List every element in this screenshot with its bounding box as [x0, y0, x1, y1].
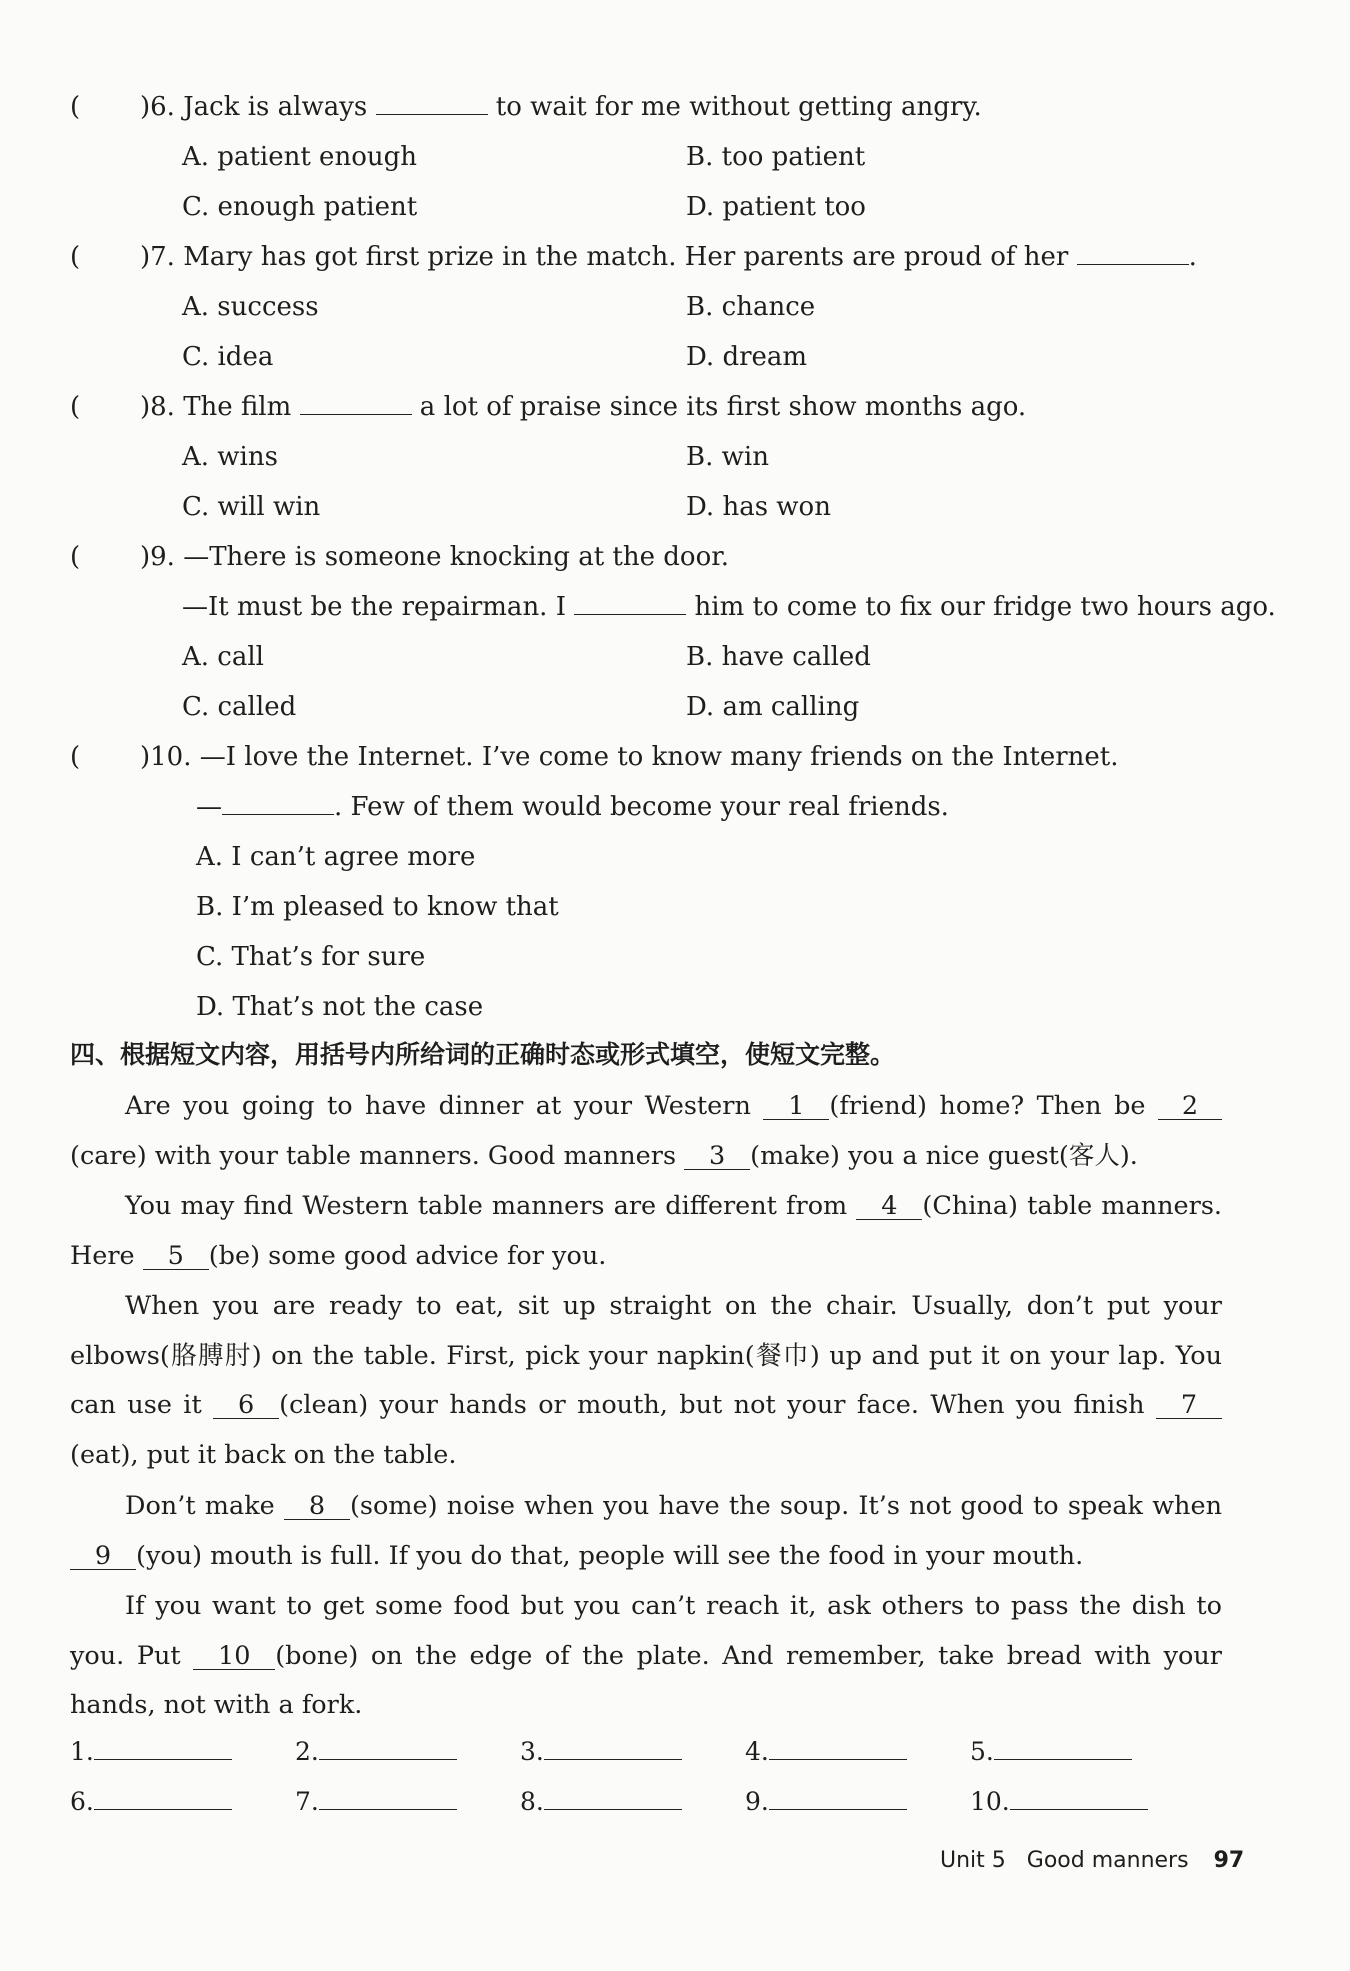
option-b[interactable]: B. chance: [686, 292, 816, 322]
answer-paren[interactable]: (: [70, 742, 81, 772]
passage-blank-3[interactable]: 3: [684, 1143, 750, 1170]
option-b[interactable]: B. have called: [686, 642, 871, 672]
question-stem: )6. Jack is always to wait for me without getting angry.: [140, 92, 982, 122]
option-d[interactable]: D. patient too: [686, 192, 866, 222]
answer-slot-2: 2.: [295, 1735, 520, 1769]
option-a[interactable]: A. success: [182, 292, 319, 322]
option-c[interactable]: C. called: [182, 692, 297, 722]
answer-slot-10: 10.: [970, 1785, 1195, 1819]
passage-blank-9[interactable]: 9: [70, 1543, 136, 1570]
option-b[interactable]: B. win: [686, 442, 769, 472]
passage-blank-5[interactable]: 5: [143, 1243, 209, 1270]
passage-paragraph-2: You may find Western table manners are different from 4 (China) table manners. Here 5 (be) some good advice for you.: [70, 1191, 1223, 1271]
answer-slot-6: 6.: [70, 1785, 295, 1819]
passage-paragraph-3: When you are ready to eat, sit up straight on the chair. Usually, don’t put your elbows(胳膊肘) on the table. First, pick your napkin(餐巾) up and put it on your lap. You can use it 6 (clean) your hands or mouth, but not your face. When you finish 7(eat), put it back on the table.: [70, 1291, 1222, 1471]
answer-slot-1: 1.: [70, 1735, 295, 1769]
answer-line[interactable]: [769, 1735, 907, 1760]
fill-blank[interactable]: [300, 392, 412, 415]
passage-paragraph-1: Are you going to have dinner at your Western 1 (friend) home? Then be 2(care) with your table manners. Good manners 3 (make) you a nice guest(客人).: [70, 1082, 1222, 1181]
answer-slot-3: 3.: [520, 1735, 745, 1769]
passage-paragraph-5: If you want to get some food but you can’t reach it, ask others to pass the dish to you. Put 10 (bone) on the edge of the plate. And remember, take bread with your hands, not with a fork.: [70, 1591, 1222, 1721]
fill-blank[interactable]: [376, 92, 488, 115]
answer-line[interactable]: [544, 1735, 682, 1760]
option-c[interactable]: C. idea: [182, 342, 274, 372]
option-d[interactable]: D. am calling: [686, 692, 860, 722]
option-b[interactable]: B. I’m pleased to know that: [196, 892, 559, 922]
passage-blank-8[interactable]: 8: [284, 1493, 350, 1520]
unit-title: Good manners: [1026, 1848, 1189, 1873]
question-line-2: — . Few of them would become your real friends.: [196, 792, 949, 822]
answer-line[interactable]: [94, 1735, 232, 1760]
option-c[interactable]: C. enough patient: [182, 192, 418, 222]
answer-line[interactable]: [319, 1785, 457, 1810]
passage-blank-10[interactable]: 10: [193, 1643, 275, 1670]
answer-line[interactable]: [994, 1735, 1132, 1760]
page-number: 97: [1213, 1848, 1245, 1873]
answer-slot-5: 5.: [970, 1735, 1195, 1769]
fill-blank[interactable]: [1077, 242, 1189, 265]
section-heading: 四、根据短文内容，用括号内所给词的正确时态或形式填空，使短文完整。: [70, 1040, 896, 1069]
unit-label: Unit 5: [940, 1848, 1006, 1873]
question-stem: )10. —I love the Internet. I’ve come to know many friends on the Internet.: [140, 742, 1119, 772]
answer-paren[interactable]: (: [70, 392, 81, 422]
passage-blank-2[interactable]: 2: [1158, 1093, 1222, 1120]
question-stem: )9. —There is someone knocking at the door.: [140, 542, 730, 572]
answer-paren[interactable]: (: [70, 242, 81, 272]
option-a[interactable]: A. I can’t agree more: [196, 842, 476, 872]
option-c[interactable]: C. will win: [182, 492, 321, 522]
answer-paren[interactable]: (: [70, 92, 81, 122]
question-stem: )7. Mary has got first prize in the match. Her parents are proud of her .: [140, 242, 1197, 272]
fill-blank[interactable]: [222, 792, 334, 815]
passage-paragraph-4: Don’t make 8 (some) noise when you have the soup. It’s not good to speak when 9 (you) mouth is full. If you do that, people will see the food in your mouth.: [70, 1482, 1222, 1581]
answer-row-2: [70, 1785, 1195, 1819]
answer-line[interactable]: [319, 1735, 457, 1760]
answer-line[interactable]: [1010, 1785, 1148, 1810]
answer-slot-7: 7.: [295, 1785, 520, 1819]
question-stem: )8. The film a lot of praise since its first show months ago.: [140, 392, 1027, 422]
passage-blank-7[interactable]: 7: [1156, 1392, 1222, 1419]
option-a[interactable]: A. patient enough: [182, 142, 417, 172]
answer-line[interactable]: [769, 1785, 907, 1810]
passage-blank-6[interactable]: 6: [213, 1392, 279, 1419]
option-d[interactable]: D. That’s not the case: [196, 992, 484, 1022]
answer-slot-8: 8.: [520, 1785, 745, 1819]
option-d[interactable]: D. dream: [686, 342, 808, 372]
option-a[interactable]: A. call: [182, 642, 264, 672]
answer-slot-4: 4.: [745, 1735, 970, 1769]
answer-line[interactable]: [544, 1785, 682, 1810]
page-footer: [940, 1848, 1244, 1873]
answer-paren[interactable]: (: [70, 542, 81, 572]
answer-line[interactable]: [94, 1785, 232, 1810]
answer-row-1: [70, 1735, 1195, 1769]
option-a[interactable]: A. wins: [182, 442, 278, 472]
fill-blank[interactable]: [574, 592, 686, 615]
option-c[interactable]: C. That’s for sure: [196, 942, 426, 972]
question-line-2: —It must be the repairman. I him to come to fix our fridge two hours ago.: [182, 592, 1276, 622]
option-b[interactable]: B. too patient: [686, 142, 866, 172]
answer-slot-9: 9.: [745, 1785, 970, 1819]
option-d[interactable]: D. has won: [686, 492, 831, 522]
passage-blank-1[interactable]: 1: [763, 1093, 829, 1120]
passage-blank-4[interactable]: 4: [856, 1193, 922, 1220]
